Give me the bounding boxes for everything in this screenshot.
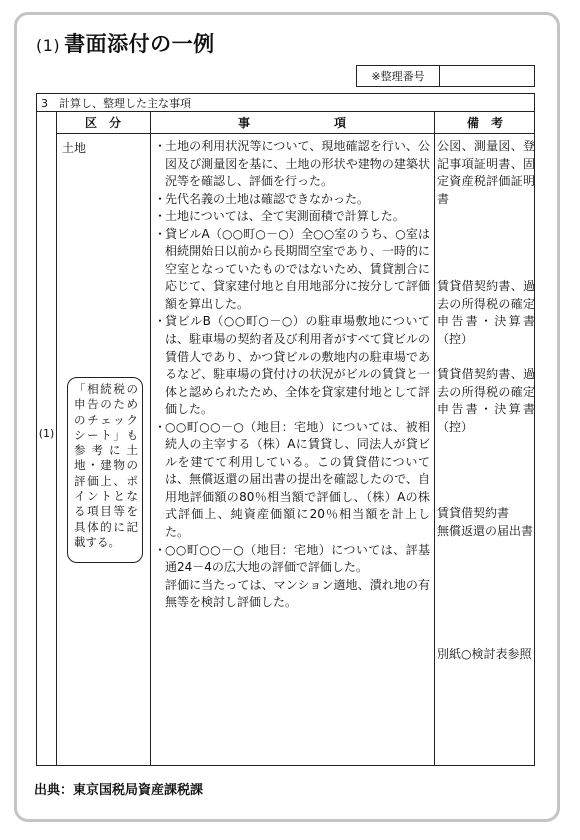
reference-number-label: ※整理番号 <box>357 66 440 86</box>
matter-item: ・ 土地の利用状況等について、現地確認を行い、公図及び測量図を基に、土地の形状や建物の建築状況等を確認し、評価を行った。 <box>154 139 430 189</box>
matter-list <box>154 138 430 612</box>
column-divider <box>434 111 435 765</box>
remark-cell: 別紙○検討表参照 <box>437 647 532 661</box>
guidance-note-box: 「相続税の申告のためのチェックシート」も参考に土地・建物の評価上、ポイントとなる項目等を具体的に記載する。 <box>67 377 143 563</box>
header-category: 区 分 <box>84 115 121 130</box>
remark-cell: 賃貸借契約書、過去の所得税の確定申告書・決算書（控） <box>437 279 535 346</box>
title-text: 書面添付の一例 <box>64 32 215 56</box>
remark-cell: 賃貸借契約書 無償返還の届出書 <box>437 506 534 538</box>
matter-item: 評価に当たっては、マンション適地、潰れ地の有無等を検討し評価した。 <box>165 577 430 610</box>
matter-item: ・ 先代名義の土地は確認できなかった。 <box>154 191 370 206</box>
page-title <box>36 28 215 58</box>
matter-item: ・ ○○町○○－○（地目：宅地）については、評基通24－4の広大地の評価で評価した。 <box>154 542 430 575</box>
column-divider <box>56 111 57 765</box>
title-number: (1) <box>36 36 61 55</box>
header-remarks: 備 考 <box>466 115 503 130</box>
column-divider <box>150 111 151 765</box>
reference-number-box <box>356 65 535 87</box>
category-cell: 土地 <box>62 141 87 155</box>
header-divider <box>56 133 534 134</box>
section-heading: 3 計算し、整理した主な事項 <box>36 93 535 112</box>
reference-number-value <box>440 66 534 86</box>
matter-item: ・ 貸ビルA（○○町○－○）全○○室のうち、○室は相続開始日以前から長期間空室であり、一時的に空室となっていたものではないため、賃貸割合に応じて、貸家建付地と自用地部分に按分して評価額を算出した。 <box>154 226 430 311</box>
matters-table <box>36 111 535 766</box>
matter-item: ・ 土地については、全て実測面積で計算した。 <box>154 209 405 224</box>
remark-cell: 公図、測量図、登記事項証明書、固定資産税評価証明書 <box>437 139 535 206</box>
header-matter: 事 項 <box>237 115 346 130</box>
row-number: (1) <box>38 427 55 440</box>
remark-cell: 賃貸借契約書、過去の所得税の確定申告書・決算書（控） <box>437 367 535 434</box>
source-citation: 出典：東京国税局資産課税課 <box>34 783 204 798</box>
matter-item: ・ ○○町○○－○（地目：宅地）については、被相続人の主宰する（株）Aに賃貸し、同法人が貸ビルを建てて利用している。この賃貸借については、無償返還の届出書の提出を確認したので、自用地評価額の80％相当額で評価し、（株）Aの株式評価上、純資産価額に20％相当額を計上した。 <box>154 419 430 540</box>
matter-item: ・ 貸ビルB（○○町○－○）の駐車場敷地については、駐車場の契約者及び利用者がすべて貸ビルの賃借人であり、かつ貸ビルの敷地内の駐車場であるなど、駐車場の貸付けの状況がビルの賃貸と一体と認められたため、全体を貸家建付地として評価した。 <box>154 314 430 417</box>
